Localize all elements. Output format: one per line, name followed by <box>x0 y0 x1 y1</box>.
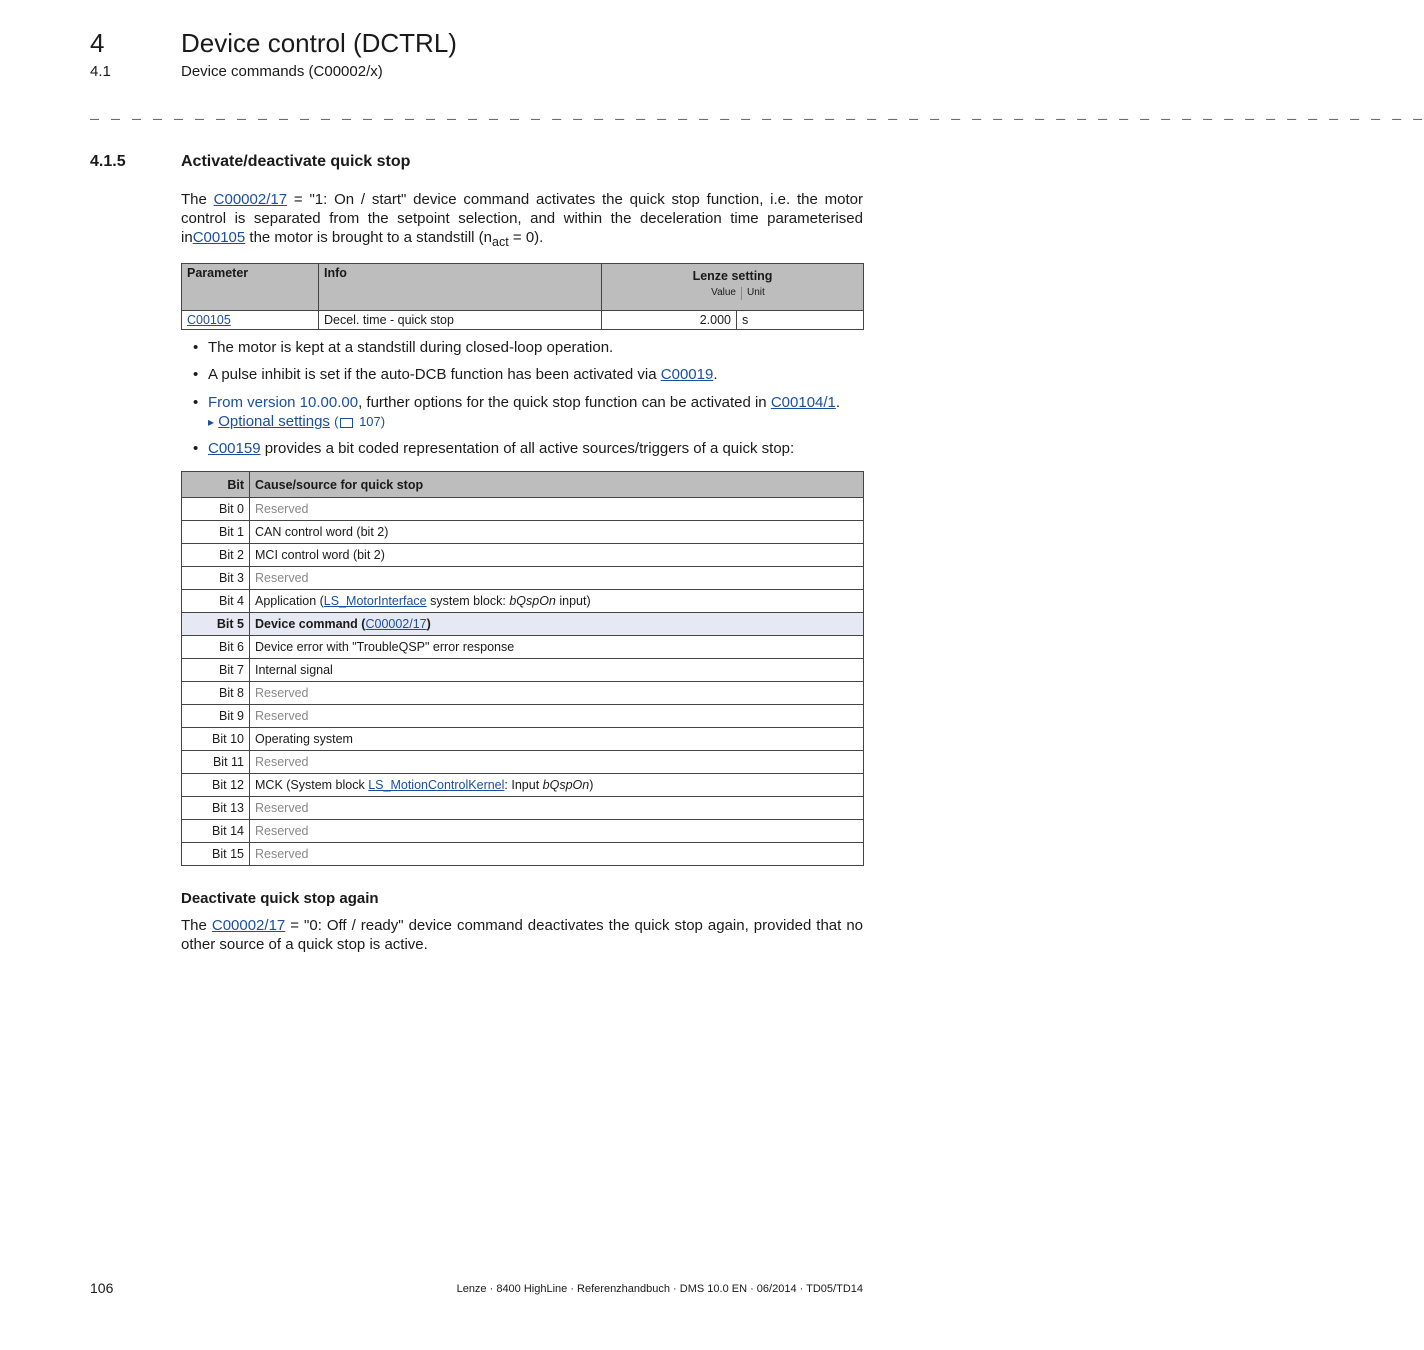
bit-cell: Bit 12 <box>182 774 250 797</box>
cause-cell <box>250 613 864 636</box>
header-value: Value <box>602 287 742 300</box>
cause-cell: Reserved <box>250 820 864 843</box>
version-note: From version 10.00.00 <box>208 394 359 411</box>
cause-cell <box>250 774 864 797</box>
bit-cell: Bit 9 <box>182 705 250 728</box>
deactivate-heading: Deactivate quick stop again <box>181 890 379 907</box>
table-row <box>182 820 864 843</box>
bit-cell: Bit 2 <box>182 544 250 567</box>
page-number: 106 <box>90 1280 114 1296</box>
header-divider: _ _ _ _ _ _ _ _ _ _ _ _ _ _ _ _ _ _ _ _ _ _ _ _ _ _ _ _ _ _ _ _ _ _ _ _ _ _ _ _ _ _ _ _ _ _ _ _ _ _ _ _ _ _ _ _ _ _ _ _ _ _ _ _ <box>90 106 1424 123</box>
cause-cell: Reserved <box>250 567 864 590</box>
cause-cell: CAN control word (bit 2) <box>250 521 864 544</box>
cell-value: 2.000 <box>602 311 737 330</box>
header-bit: Bit <box>182 472 250 498</box>
link-c00159[interactable]: C00159 <box>208 440 261 457</box>
bit-table <box>181 471 864 866</box>
cell-parameter <box>182 311 319 330</box>
bit-cell: Bit 7 <box>182 659 250 682</box>
table-row <box>182 498 864 521</box>
cause-cell: MCI control word (bit 2) <box>250 544 864 567</box>
bit-cell: Bit 6 <box>182 636 250 659</box>
table-row <box>182 659 864 682</box>
link-c00019[interactable]: C00019 <box>660 366 714 383</box>
bit-cell: Bit 15 <box>182 843 250 866</box>
cell-text: input) <box>555 594 591 608</box>
link-c00104-1[interactable]: C00104/1 <box>770 394 836 411</box>
bit-cell: Bit 10 <box>182 728 250 751</box>
cell-info: Decel. time - quick stop <box>319 311 602 330</box>
chapter-title: Device control (DCTRL) <box>181 28 457 58</box>
table-row <box>182 682 864 705</box>
table-row <box>182 774 864 797</box>
header-info: Info <box>319 264 602 311</box>
header-cause: Cause/source for quick stop <box>250 472 864 498</box>
cell-text: bQspOn <box>542 778 590 792</box>
table-row <box>182 751 864 774</box>
cell-text: Device command ( <box>255 617 366 631</box>
cause-cell <box>250 590 864 613</box>
link-c00002-17[interactable]: C00002/17 <box>365 617 427 631</box>
bit-cell: Bit 11 <box>182 751 250 774</box>
link-optional-settings[interactable]: Optional settings <box>218 413 330 430</box>
header-lenze-setting: Lenze setting Value Unit <box>602 264 864 311</box>
table-row <box>182 797 864 820</box>
parameter-table <box>181 263 864 330</box>
cause-cell: Reserved <box>250 751 864 774</box>
cell-text: MCK (System block <box>255 778 369 792</box>
cause-cell: Reserved <box>250 682 864 705</box>
bit-cell: Bit 5 <box>182 613 250 636</box>
bit-cell: Bit 1 <box>182 521 250 544</box>
cause-cell: Operating system <box>250 728 864 751</box>
header-parameter: Parameter <box>182 264 319 311</box>
cell-text: : Input <box>504 778 543 792</box>
table-row <box>182 544 864 567</box>
bit-cell: Bit 14 <box>182 820 250 843</box>
table-row <box>182 521 864 544</box>
table-row <box>182 728 864 751</box>
cell-text: ) <box>426 617 431 631</box>
table-row <box>182 705 864 728</box>
bit-cell: Bit 4 <box>182 590 250 613</box>
chapter-number: 4 <box>90 28 105 58</box>
link-c00002-17[interactable]: C00002/17 <box>213 191 288 208</box>
header-unit: Unit <box>747 287 765 298</box>
bit-cell: Bit 13 <box>182 797 250 820</box>
table-row <box>182 613 864 636</box>
link-ls-motorinterface[interactable]: LS_MotorInterface <box>323 594 427 608</box>
cell-text: Application ( <box>255 594 324 608</box>
link-c00105-table[interactable]: C00105 <box>187 313 231 327</box>
arrow-right-icon: ▸ <box>208 415 215 429</box>
cause-cell: Internal signal <box>250 659 864 682</box>
book-icon <box>340 418 353 428</box>
section-number: 4.1.5 <box>90 153 126 170</box>
cell-text: ) <box>589 778 594 792</box>
cell-unit: s <box>737 311 864 330</box>
bit-cell: Bit 8 <box>182 682 250 705</box>
table-row <box>182 636 864 659</box>
section-title: Activate/deactivate quick stop <box>181 153 411 170</box>
link-ls-motioncontrolkernel[interactable]: LS_MotionControlKernel <box>368 778 505 792</box>
cause-cell: Reserved <box>250 797 864 820</box>
subchapter-number: 4.1 <box>90 63 111 80</box>
cause-cell: Reserved <box>250 843 864 866</box>
deactivate-paragraph: The C00002/17 = "0: Off / ready" device command deactivates the quick stop again, provided that no other source of a quick stop is active. <box>181 917 863 953</box>
link-c00002-17-deactivate[interactable]: C00002/17 <box>211 917 286 934</box>
cell-text: system block: <box>426 594 510 608</box>
subchapter-title: Device commands (C00002/x) <box>181 63 383 80</box>
cause-cell: Reserved <box>250 705 864 728</box>
link-c00105[interactable]: C00105 <box>192 229 246 246</box>
intro-paragraph: The C00002/17 = "1: On / start" device command activates the quick stop function, i.e. the motor control is separated from the setpoint selection, and within the deceleration time parameterised inC00105 the motor is brought to a standstill $(n_{act} = 0)$. <box>181 191 863 249</box>
cause-cell: Device error with "TroubleQSP" error response <box>250 636 864 659</box>
cause-cell: Reserved <box>250 498 864 521</box>
page-reference[interactable]: ( 107) <box>334 414 386 429</box>
cell-text: bQspOn <box>509 594 556 608</box>
footer-doc-info: Lenze · 8400 HighLine · Referenzhandbuch · DMS 10.0 EN · 06/2014 · TD05/TD14 <box>456 1283 863 1295</box>
table-row <box>182 590 864 613</box>
table-row <box>182 567 864 590</box>
bit-cell: Bit 3 <box>182 567 250 590</box>
table-row <box>182 843 864 866</box>
bit-cell: Bit 0 <box>182 498 250 521</box>
